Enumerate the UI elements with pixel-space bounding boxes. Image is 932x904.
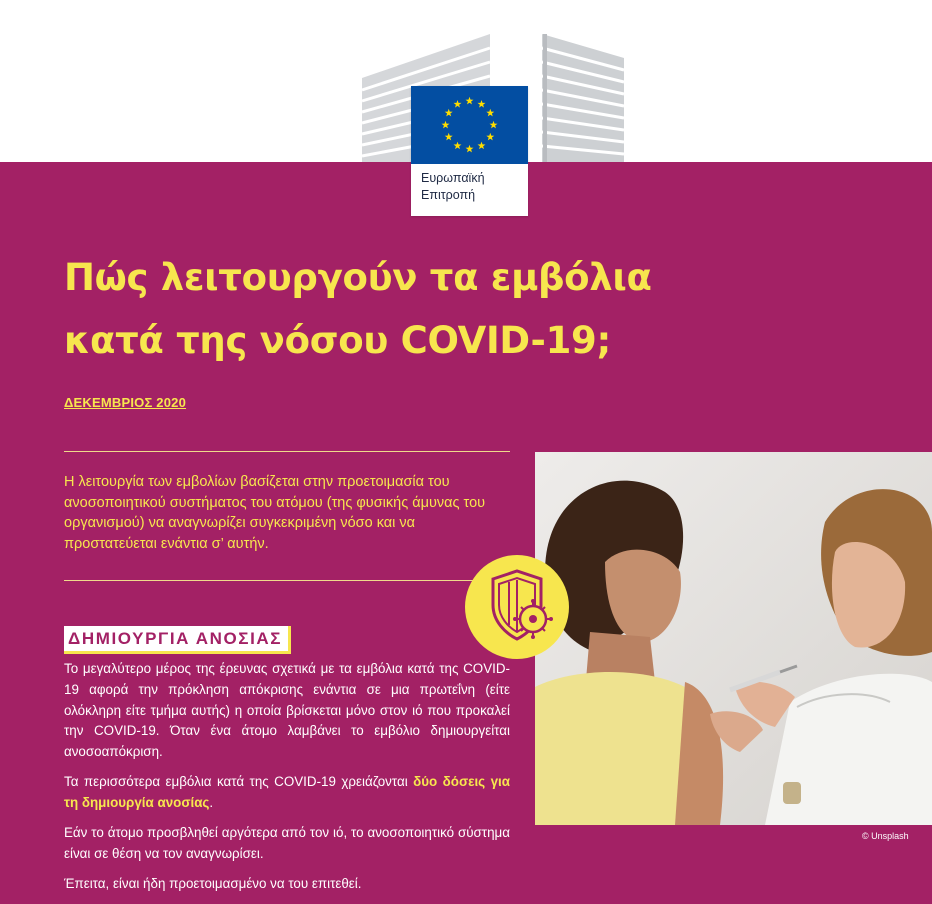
eu-star-icon — [445, 133, 453, 141]
eu-star-icon — [445, 109, 453, 117]
paragraph-attack: Έπειτα, είναι ήδη προετοιμασμένο να του επιτεθεί. — [64, 876, 362, 891]
eu-star-icon — [454, 142, 462, 150]
european-commission-logo — [411, 86, 528, 216]
vaccination-photo — [535, 452, 932, 825]
publication-date: ΔΕΚΕΜΒΡΙΟΣ 2020 — [64, 395, 187, 410]
eu-star-icon — [466, 145, 474, 153]
eu-star-icon — [442, 121, 450, 129]
shield-virus-icon — [465, 555, 569, 659]
doses-text-start: Τα περισσότερα εμβόλια κατά της COVID-19 χρειάζονται — [64, 774, 414, 789]
logo-wordmark — [421, 170, 485, 204]
doses-text-bold: δύο δόσεις για τη δημιουργία ανοσίας — [64, 774, 510, 810]
title-line-1: Πώς λειτουργούν τα εμβόλια — [64, 256, 652, 299]
doses-text-end: . — [209, 794, 214, 810]
eu-star-icon — [478, 142, 486, 150]
eu-star-icon — [454, 100, 462, 108]
eu-star-icon — [486, 109, 494, 117]
title-line-2: κατά της νόσου COVID-19; — [64, 319, 611, 362]
eu-star-icon — [466, 97, 474, 105]
logo-line-2: Επιτροπή — [421, 188, 476, 202]
eu-star-icon — [490, 121, 498, 129]
eu-star-icon — [486, 133, 494, 141]
divider-top — [64, 451, 510, 452]
eu-flag-icon — [411, 86, 528, 164]
photo-credit: © Unsplash — [862, 831, 909, 841]
paragraph-recognition: Εάν το άτομο προσβληθεί αργότερα από τον ιό, το ανοσοποιητικό σύστημα είναι σε θέση να τον αναγνωρίσει. — [64, 825, 510, 861]
page-title — [64, 246, 704, 372]
logo-line-1: Ευρωπαϊκή — [421, 171, 485, 185]
paragraph-research: Το μεγαλύτερο μέρος της έρευνας σχετικά με τα εμβόλια κατά της COVID-19 αφορά την πρόκληση απόκρισης ενάντια σε μια πρωτεΐνη (είτε ολόκληρη είτε τμήμα αυτής) η οποία βρίσκεται μόνο στον ιό που προκαλεί την COVID-19. Όταν ένα άτομο λαμβάνει το εμβόλιο δημιουργείται ανοσοαπόκριση. — [64, 661, 510, 760]
section-heading: ΔΗΜΙΟΥΡΓΙΑ ΑΝΟΣΙΑΣ — [64, 626, 291, 654]
intro-paragraph: Η λειτουργία των εμβολίων βασίζεται στην προετοιμασία του ανοσοποιητικού συστήματος του ατόμου (της φυσικής άμυνας του οργανισμού) να αναγνωρίζει συγκεκριμένη νόσο και να προστατεύεται ενάντια σ’ αυτήν. — [64, 474, 486, 552]
divider-bottom — [64, 580, 510, 581]
eu-star-icon — [478, 100, 486, 108]
paragraph-doses — [64, 772, 510, 814]
